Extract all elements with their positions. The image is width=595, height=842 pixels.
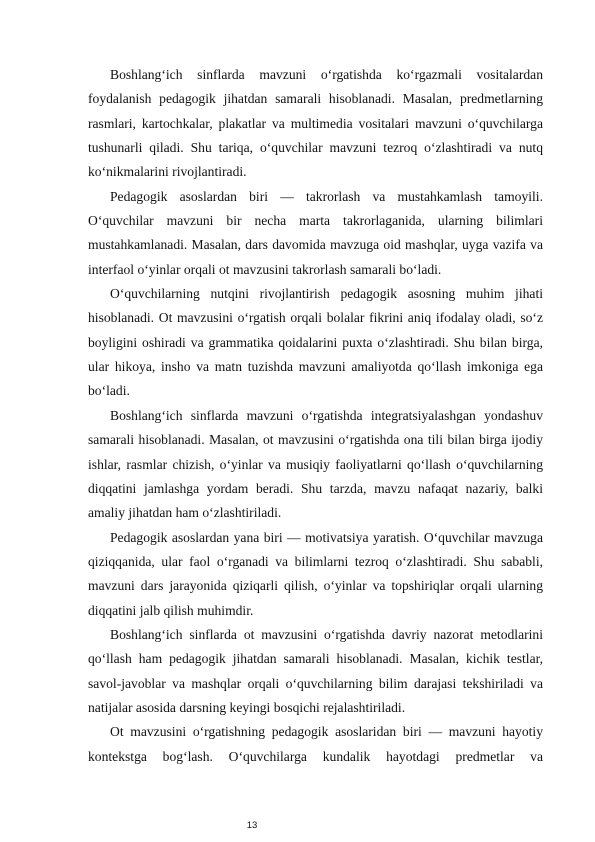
page-number: 13	[246, 820, 258, 831]
paragraph: O‘quvchilarning nutqini rivojlantirish pedagogik asosning muhim jihati hisoblanadi. Ot mavzusini o‘rgatish orqali bolalar fikrini aniq ifodalay oladi, so‘z boyligini oshiradi va grammatika qoidalarini puxta o‘zlashtiradi. Shu bilan birga, ular hikoya, insho va matn tuzishda mavzuni amaliyotda qo‘llash imkoniga ega bo‘ladi.	[88, 286, 543, 399]
paragraph: Boshlang‘ich sinflarda mavzuni o‘rgatishda integratsiyalashgan yondashuv samarali hisoblanadi. Masalan, ot mavzusini o‘rgatishda ona tili bilan birga ijodiy ishlar, rasmlar chizish, o‘yinlar va musiqiy faoliyatlarni qo‘llash o‘quvchilarning diqqatini jamlashga yordam beradi. Shu tarzda, mavzu nafaqat nazariy, balki amaliy jihatdan ham o‘zlashtiriladi.	[88, 407, 543, 521]
page-body	[88, 63, 543, 769]
paragraph-continued: Ot mavzusini o‘rgatishning pedagogik asoslaridan biri — mavzuni hayotiy kontekstga bog‘lash. O‘quvchilarga kundalik hayotdagi predmetlar va	[88, 724, 543, 764]
paragraph: Pedagogik asoslardan yana biri — motivatsiya yaratish. O‘quvchilar mavzuga qiziqqanida, ular faol o‘rganadi va bilimlarni tezroq o‘zlashtiradi. Shu sababli, mavzuni dars jarayonida qiziqarli qilish, o‘yinlar va topshiriqlar orqali ularning diqqatini jalb qilish muhimdir.	[88, 529, 543, 618]
paragraph: Boshlang‘ich sinflarda mavzuni o‘rgatishda ko‘rgazmali vositalardan foydalanish pedagogik jihatdan samarali hisoblanadi. Masalan, predmetlarning rasmlari, kartochkalar, plakatlar va multimedia vositalari mavzuni o‘quvchilarga tushunarli qiladi. Shu tariqa, o‘quvchilar mavzuni tezroq o‘zlashtiradi va nutq ko‘nikmalarini rivojlantiradi.	[88, 67, 543, 180]
paragraph: Pedagogik asoslardan biri — takrorlash va mustahkamlash tamoyili. O‘quvchilar mavzuni bir necha marta takrorlaganida, ularning bilimlari mustahkamlanadi. Masalan, dars davomida mavzuga oid mashqlar, uyga vazifa va interfaol o‘yinlar orqali ot mavzusini takrorlash samarali bo‘ladi.	[88, 188, 543, 277]
paragraph: Boshlang‘ich sinflarda ot mavzusini o‘rgatishda davriy nazorat metodlarini qo‘llash ham pedagogik jihatdan samarali hisoblanadi. Masalan, kichik testlar, savol-javoblar va mashqlar orqali o‘quvchilarning bilim darajasi tekshiriladi va natijalar asosida darsning keyingi bosqichi rejalashtiriladi.	[88, 626, 543, 715]
